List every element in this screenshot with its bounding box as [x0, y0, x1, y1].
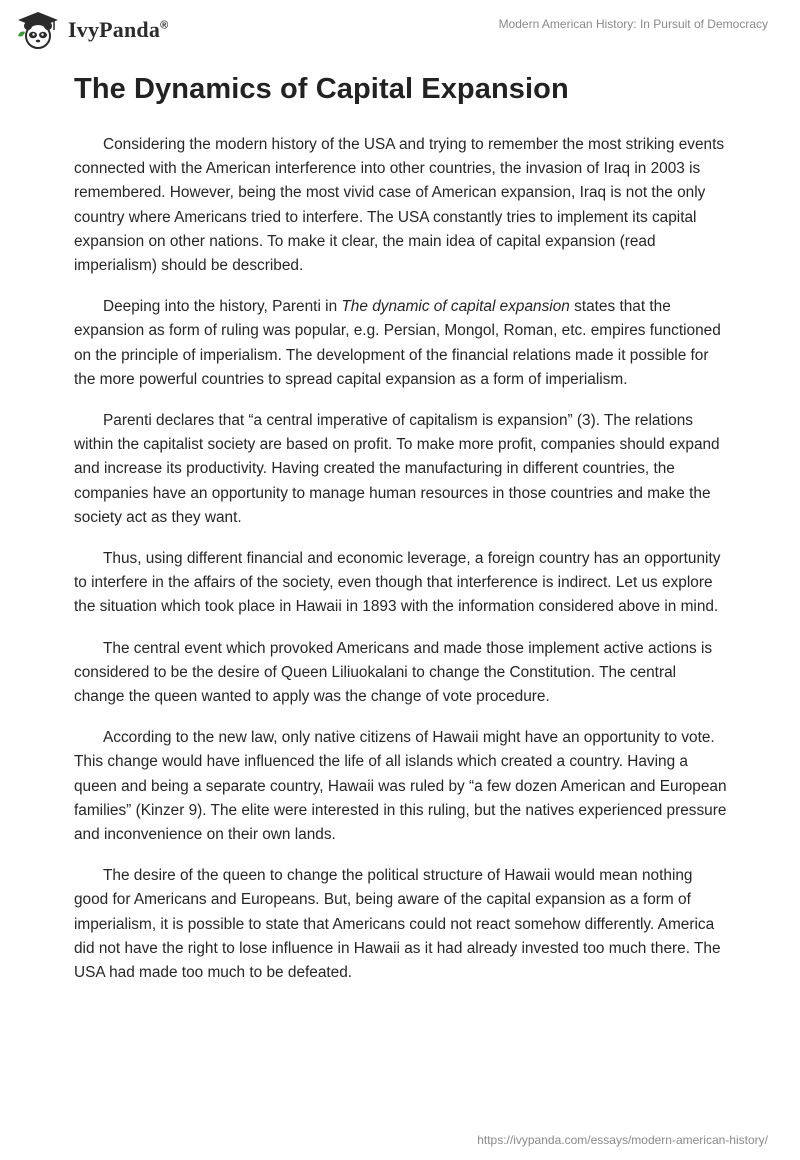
paragraph-2: Deeping into the history, Parenti in The dynamic of capital expansion states that the expansion as form of ruling was popular, e.g. Persian, Mongol, Roman, etc. empires functioned on the principle of imperialism. The development of the financial relations made it possible for the more powerful countries to spread capital expansion as a form of imperialism.: [74, 298, 721, 388]
site-logo[interactable]: [14, 10, 168, 50]
paragraph-7: The desire of the queen to change the political structure of Hawaii would mean nothing good for Americans and Europeans. But, being aware of the capital expansion as a form of imperialism, it is possible to state that Americans could not react somehow differently. America did not have the right to lose influence in Hawaii as it had already invested too much there. The USA had made too much to be defeated.: [74, 867, 721, 982]
paragraph-6: According to the new law, only native citizens of Hawaii might have an opportunity to vote. This change would have influenced the life of all islands which created a country. Having a queen and being a separate country, Hawaii was ruled by “a few dozen American and European families” (Kinzer 9). The elite were interested in this ruling, but the natives experienced pressure and inconvenience on their own lands.: [74, 729, 727, 844]
paragraph-4: Thus, using different financial and economic leverage, a foreign country has an opportunity to interfere in the affairs of the society, even though that interference is indirect. Let us explore the situation which took place in Hawaii in 1893 with the information considered above in mind.: [74, 550, 721, 616]
document-title: The Dynamics of Capital Expansion: [74, 73, 569, 105]
paragraph-3: Parenti declares that “a central imperative of capitalism is expansion” (3). The relations within the capitalist society are based on profit. To make more profit, companies should expand and increase its productivity. Having created the manufacturing in different countries, the companies have an opportunity to manage human resources in those countries and make the society act as they want.: [74, 412, 720, 526]
logo-wordmark: IvyPanda®: [68, 17, 169, 42]
footer-source-link[interactable]: https://ivypanda.com/essays/modern-american-history/: [477, 1133, 768, 1147]
panda-graduate-icon: [14, 10, 62, 50]
running-header-title: Modern American History: In Pursuit of Democracy: [498, 17, 768, 31]
paragraph-5: The central event which provoked Americans and made those implement active actions is considered to be the desire of Queen Liliuokalani to change the Constitution. The central change the queen wanted to apply was the change of vote procedure.: [74, 639, 713, 706]
document-body: [74, 133, 730, 1002]
paragraph-1: Considering the modern history of the USA and trying to remember the most striking events connected with the American interference into other countries, the invasion of Iraq in 2003 is remembered. However, being the most vivid case of American expansion, Iraq is not the only country where Americans tried to interfere. The USA constantly tries to implement its capital expansion on other nations. To make it clear, the main idea of capital expansion (read imperialism) should be described.: [74, 136, 725, 275]
cited-work-title: The dynamic of capital expansion: [341, 298, 570, 316]
